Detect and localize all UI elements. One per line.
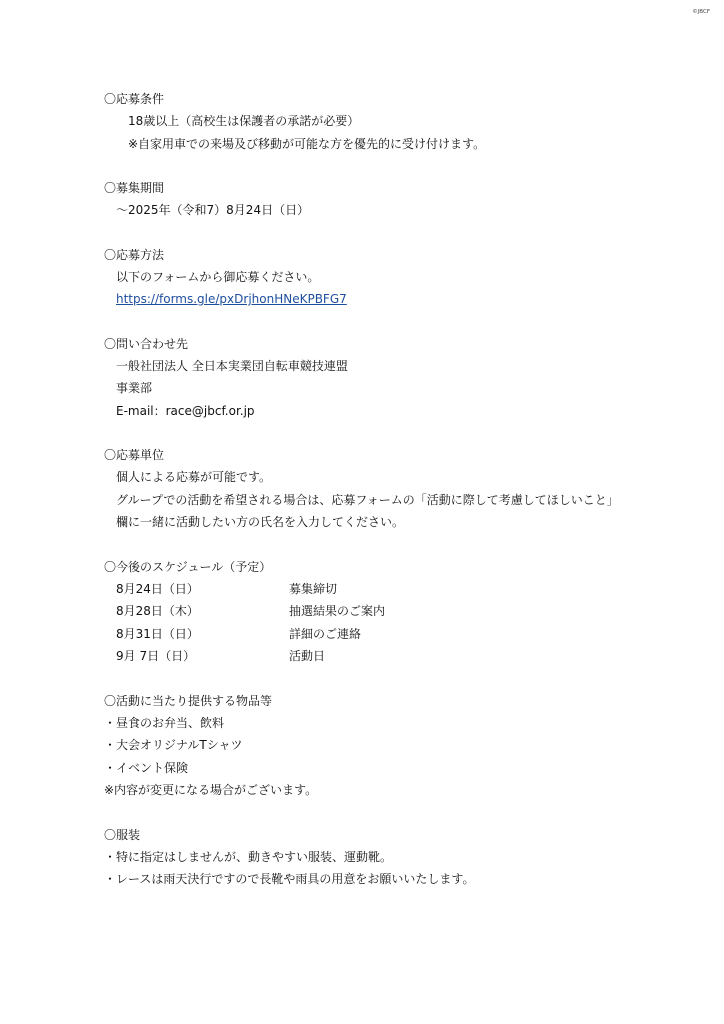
section-attire (104, 824, 664, 891)
schedule-row (104, 645, 664, 668)
section-items (104, 690, 664, 802)
contact-email: E-mail：race@jbcf.or.jp (116, 403, 255, 418)
schedule-event: 抽選結果のご案内 (289, 604, 386, 618)
copyright-mark: ©JBCF (692, 9, 710, 15)
schedule-date: 8月28日（木） (116, 604, 199, 618)
period-text: ～2025年（令和7）8月24日（日） (116, 203, 310, 217)
schedule-date: 8月24日（日） (116, 581, 199, 596)
unit-line2: グループでの活動を希望される場合は、応募フォームの「活動に際して考慮してほしいこと」欄に一緒に活動したい方の氏名を入力してください。 (116, 492, 619, 529)
contact-org: 一般社団法人 全日本実業団自転車競技連盟 (116, 358, 348, 373)
contact-heading: 〇問い合わせ先 (104, 336, 189, 351)
attire-heading: 〇服装 (104, 827, 141, 842)
list-item: ・特に指定はしませんが、動きやすい服装、運動靴。 (104, 849, 393, 864)
schedule-row (104, 578, 664, 601)
conditions-age: 18歳以上（高校生は保護者の承諾が必要） (128, 114, 360, 128)
items-note: ※内容が変更になる場合がございます。 (104, 783, 318, 797)
list-item: ・レースは雨天決行ですので長靴や雨具の用意をお願いいたします。 (104, 872, 475, 886)
schedule-date: 9月 7日（日） (116, 649, 196, 663)
schedule-event: 詳細のご連絡 (289, 626, 362, 641)
section-conditions (104, 88, 664, 155)
items-heading: 〇活動に当たり提供する物品等 (104, 693, 273, 708)
method-heading: 〇応募方法 (104, 247, 165, 262)
schedule-date: 8月31日（日） (116, 626, 199, 641)
section-period (104, 177, 664, 222)
schedule-event: 活動日 (289, 649, 326, 663)
contact-dept: 事業部 (116, 381, 153, 395)
schedule-heading: 〇今後のスケジュール（予定） (104, 559, 272, 574)
period-heading: 〇募集期間 (104, 181, 165, 195)
document-body (104, 88, 664, 913)
conditions-heading: 〇応募条件 (104, 92, 165, 106)
section-schedule (104, 556, 664, 668)
section-contact (104, 333, 664, 423)
unit-line1: 個人による応募が可能です。 (116, 470, 272, 484)
method-text: 以下のフォームから御応募ください。 (116, 269, 320, 284)
list-item: ・昼食のお弁当、飲料 (104, 715, 225, 730)
schedule-event: 募集締切 (289, 581, 338, 596)
list-item: ・大会オリジナルTシャツ (104, 738, 243, 752)
form-link[interactable]: https://forms.gle/pxDrjhonHNeKPBFG7 (116, 292, 347, 306)
schedule-row (104, 600, 664, 623)
list-item: ・イベント保険 (104, 760, 189, 775)
section-method (104, 244, 664, 311)
schedule-row (104, 623, 664, 646)
unit-heading: 〇応募単位 (104, 448, 165, 462)
section-unit (104, 444, 664, 534)
conditions-note: ※自家用車での来場及び移動が可能な方を優先的に受け付けます。 (128, 136, 486, 151)
